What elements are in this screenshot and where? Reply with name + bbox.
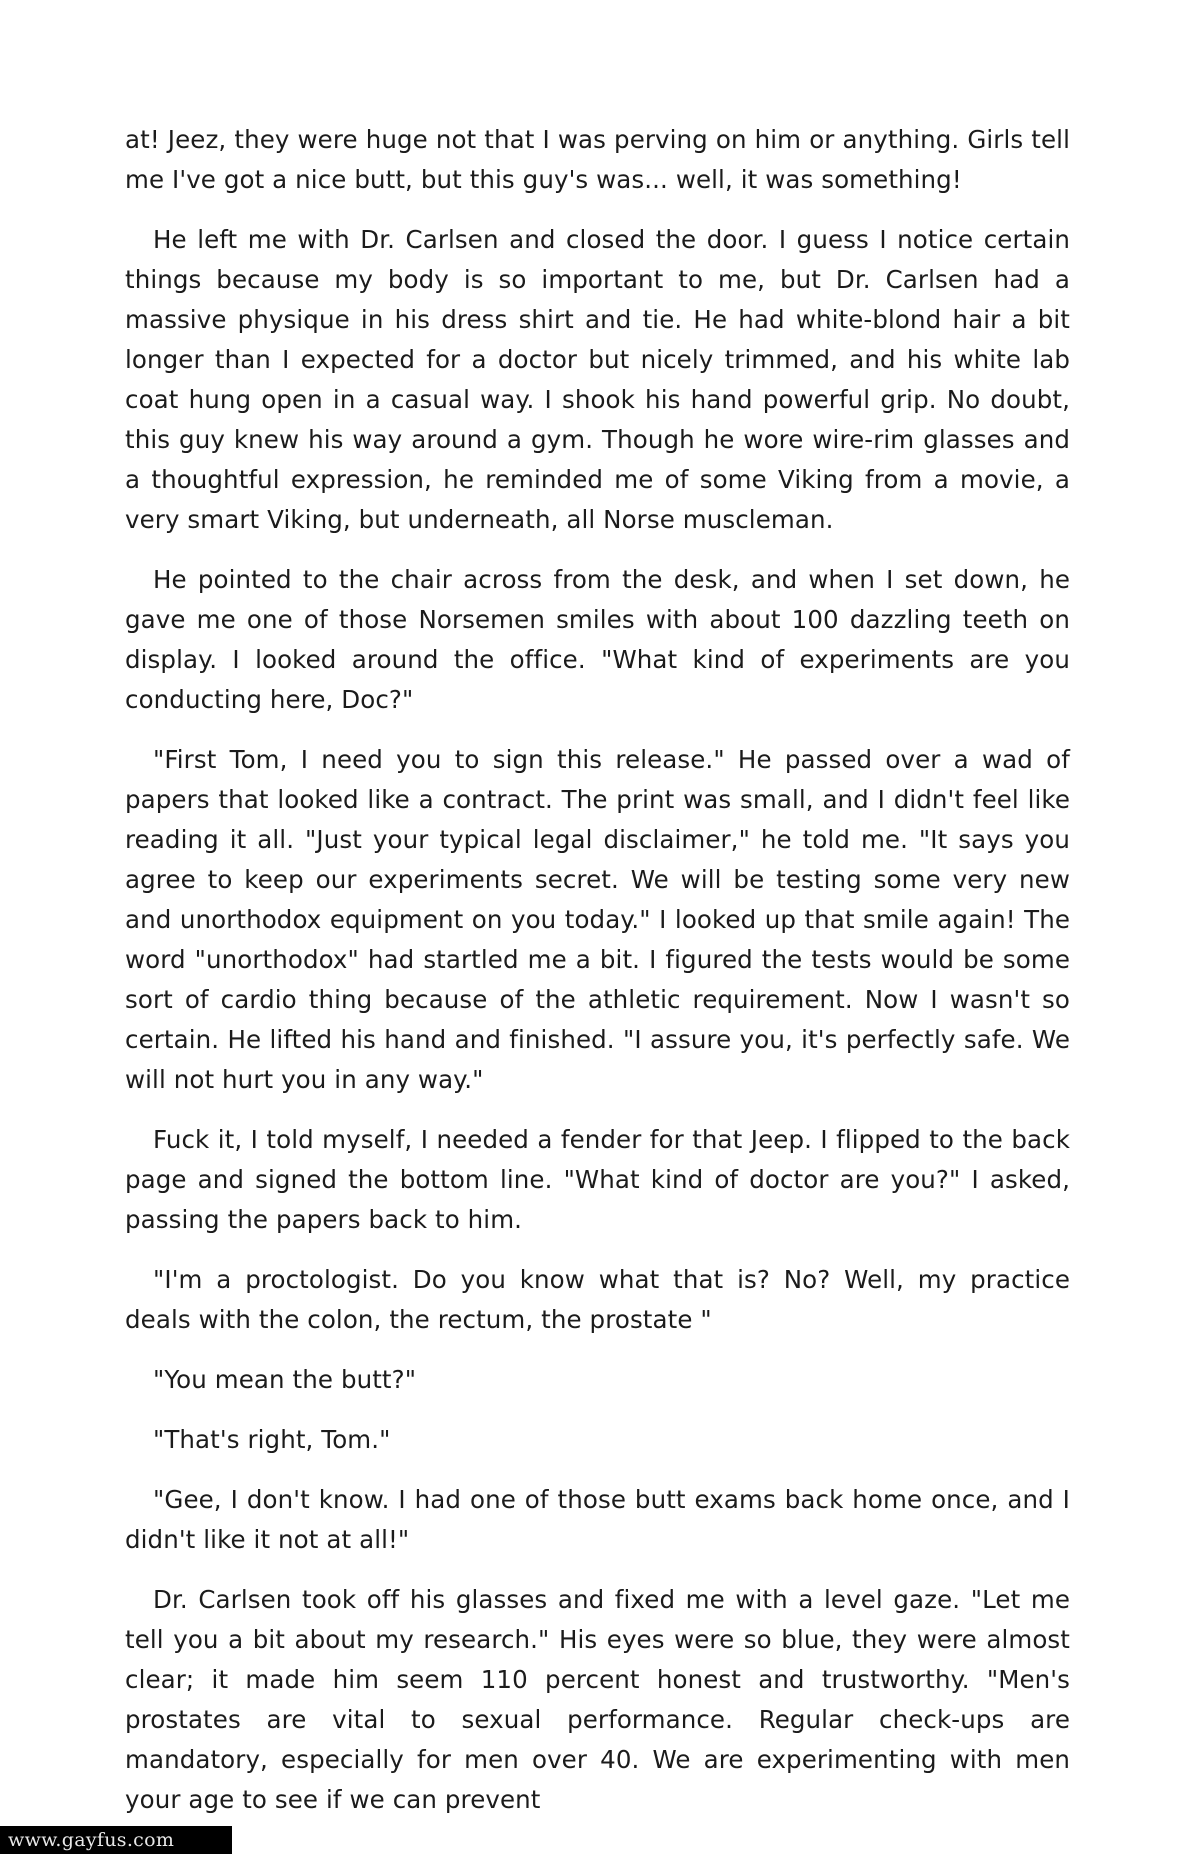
paragraph: "You mean the butt?": [153, 1365, 417, 1394]
paragraph-continuation: at! Jeez, they were huge not that I was perving on him or anything. Girls tell me I've got a nice butt, but this guy's was... well, it was something!: [125, 125, 1070, 194]
paragraph: Dr. Carlsen took off his glasses and fixed me with a level gaze. "Let me tell you a bit about my research." His eyes were so blue, they were almost clear; it made him seem 110 percent honest and trustworthy. "Men's prostates are vital to sexual performance. Regular check-ups are mandatory, especially for men over 40. We are experimenting with men your age to see if we can prevent: [125, 1585, 1070, 1814]
paragraph: "First Tom, I need you to sign this release." He passed over a wad of papers that looked like a contract. The print was small, and I didn't feel like reading it all. "Just your typical legal disclaimer," he told me. "It says you agree to keep our experiments secret. We will be testing some very new and unorthodox equipment on you today." I looked up that smile again! The word "unorthodox" had startled me a bit. I figured the tests would be some sort of cardio thing because of the athletic requirement. Now I wasn't so certain. He lifted his hand and finished. "I assure you, it's perfectly safe. We will not hurt you in any way.": [125, 745, 1070, 1094]
paragraph: "Gee, I don't know. I had one of those butt exams back home once, and I didn't like it not at all!": [125, 1485, 1070, 1554]
document-page: [125, 120, 1070, 1840]
paragraph: He pointed to the chair across from the desk, and when I set down, he gave me one of those Norsemen smiles with about 100 dazzling teeth on display. I looked around the office. "What kind of experiments are you conducting here, Doc?": [125, 565, 1070, 714]
paragraph: He left me with Dr. Carlsen and closed the door. I guess I notice certain things because my body is so important to me, but Dr. Carlsen had a massive physique in his dress shirt and tie. He had white-blond hair a bit longer than I expected for a doctor but nicely trimmed, and his white lab coat hung open in a casual way. I shook his hand powerful grip. No doubt, this guy knew his way around a gym. Though he wore wire-rim glasses and a thoughtful expression, he reminded me of some Viking from a movie, a very smart Viking, but underneath, all Norse muscleman.: [125, 225, 1070, 534]
paragraph: "I'm a proctologist. Do you know what that is? No? Well, my practice deals with the colon, the rectum, the prostate ": [125, 1265, 1070, 1334]
paragraph: "That's right, Tom.": [153, 1425, 391, 1454]
paragraph: Fuck it, I told myself, I needed a fender for that Jeep. I flipped to the back page and signed the bottom line. "What kind of doctor are you?" I asked, passing the papers back to him.: [125, 1125, 1070, 1234]
site-watermark: www.gayfus.com: [0, 1826, 232, 1854]
